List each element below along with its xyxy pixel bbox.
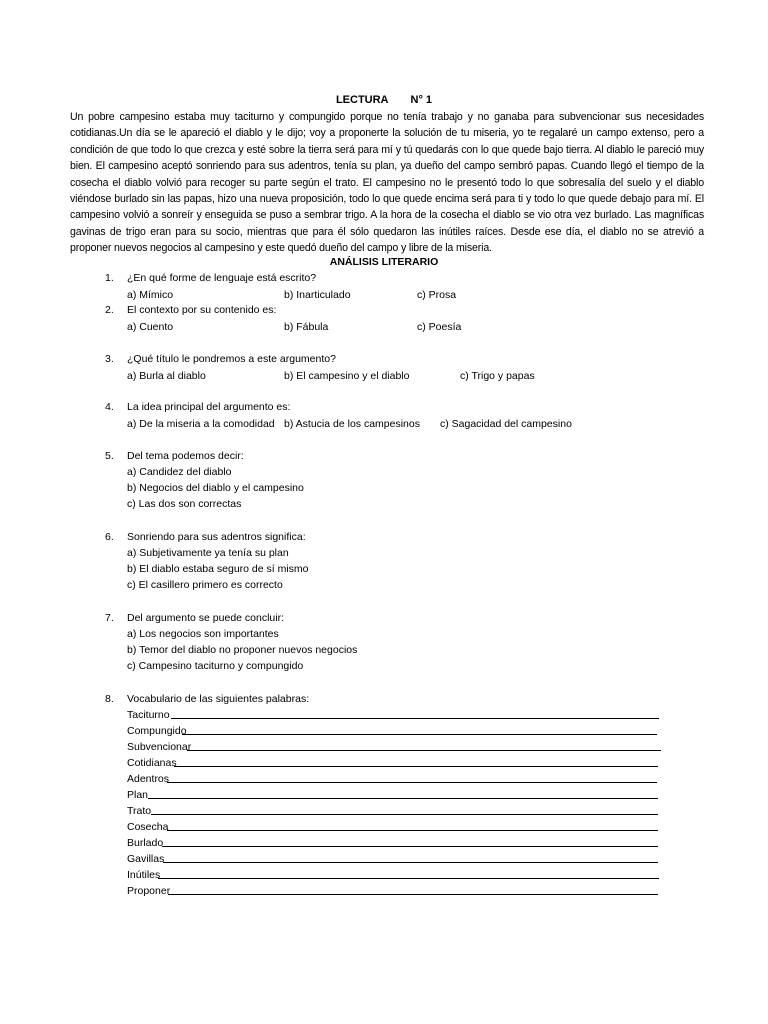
option-a: a) Candidez del diablo — [127, 466, 232, 478]
option-c: c) Trigo y papas — [460, 370, 535, 382]
vocab-word: Cotidianas — [127, 757, 177, 769]
option-a: a) De la miseria a la comodidad — [127, 418, 275, 430]
vocab-row — [127, 725, 667, 737]
vocab-row — [127, 805, 667, 817]
answer-line[interactable] — [167, 782, 657, 783]
option-b: b) Inarticulado — [284, 289, 351, 301]
option-a: a) Cuento — [127, 321, 174, 333]
vocab-row — [127, 837, 667, 849]
question-number: 5. — [105, 450, 114, 462]
question-number: 8. — [105, 693, 114, 705]
analysis-title: ANÁLISIS LITERARIO — [329, 256, 439, 268]
option-b: b) Temor del diablo no proponer nuevos negocios — [127, 644, 358, 656]
option-b: b) Negocios del diablo y el campesino — [127, 482, 304, 494]
vocab-word: Taciturno — [127, 709, 170, 721]
option-b: b) El campesino y el diablo — [284, 370, 410, 382]
vocab-row — [127, 821, 667, 833]
question-number: 7. — [105, 612, 114, 624]
reading-number: N° 1 — [410, 94, 433, 106]
option-c: c) Prosa — [417, 289, 457, 301]
answer-line[interactable] — [187, 750, 661, 751]
answer-line[interactable] — [171, 718, 659, 719]
option-b: b) El diablo estaba seguro de sí mismo — [127, 563, 309, 575]
answer-line[interactable] — [158, 878, 659, 879]
reading-title-label: LECTURA — [335, 94, 389, 106]
option-c: c) El casillero primero es correcto — [127, 579, 283, 591]
vocab-word: Adentros — [127, 773, 170, 785]
option-c: c) Poesía — [417, 321, 462, 333]
question-number: 4. — [105, 401, 114, 413]
vocab-word: Inútiles — [127, 869, 161, 881]
question-text: El contexto por su contenido es: — [127, 304, 277, 316]
question-text: Del argumento se puede concluir: — [127, 612, 285, 624]
vocab-word: Trato — [127, 805, 152, 817]
question-number: 6. — [105, 531, 114, 543]
vocab-word: Subvencionar — [127, 741, 192, 753]
vocab-word: Compungido — [127, 725, 187, 737]
option-a: a) Mímico — [127, 289, 174, 301]
vocab-row — [127, 741, 667, 753]
answer-line[interactable] — [148, 798, 658, 799]
vocab-row — [127, 789, 667, 801]
question-text: Del tema podemos decir: — [127, 450, 244, 462]
vocab-word: Cosecha — [127, 821, 169, 833]
option-c: c) Sagacidad del campesino — [440, 418, 572, 430]
question-text: La idea principal del argumento es: — [127, 401, 291, 413]
vocab-row — [127, 869, 667, 881]
vocab-row — [127, 853, 667, 865]
option-b: b) Fábula — [284, 321, 329, 333]
story-paragraph: Un pobre campesino estaba muy taciturno y compungido porque no tenía trabajo y no ganaba para subvencionar sus necesidades cotidianas.Un día se le apareció el diablo y le dijo; voy a proponerte la solución de tu miseria, yo te regalaré un campo extenso, pero a condición de que todo lo que crezca y esté sobre la tierra será para mí y tú quedarás con lo que quede bajo tierra. Al diablo le pareció muy bien. El campesino aceptó sonriendo para sus adentros, tenía su plan, ya dueño del campo sembró papas. Cuando llegó el tiempo de la cosecha el diablo volvió para recoger su parte según el trato. El campesino no le presentó todo lo que sobresalía del suelo y el diablo viéndose burlado sin las papas, hizo una nueva proposición, todo lo que quede encima será para ti y todo lo que quede debajo para mí. El campesino volvió a sonreír y enseguida se puso a sembrar trigo. A la hora de la cosecha el diablo se vio otra vez burlado. Las magníficas gavinas de trigo eran para su socio, mientras que para él sólo quedaron las inútiles raíces. Desde ese día, el diablo no se atrevió a proponer nuevos negocios al campesino y este quedó dueño del campo y libre de la miseria. — [70, 111, 704, 255]
answer-line[interactable] — [151, 814, 658, 815]
answer-line[interactable] — [167, 830, 658, 831]
answer-line[interactable] — [168, 894, 658, 895]
question-number: 3. — [105, 353, 114, 365]
vocab-word: Plan — [127, 789, 149, 801]
option-a: a) Subjetivamente ya tenía su plan — [127, 547, 289, 559]
answer-line[interactable] — [163, 862, 658, 863]
question-text: Sonriendo para sus adentros significa: — [127, 531, 306, 543]
answer-line[interactable] — [174, 766, 658, 767]
option-a: a) Burla al diablo — [127, 370, 206, 382]
vocab-row — [127, 885, 667, 897]
option-c: c) Las dos son correctas — [127, 498, 242, 510]
vocab-word: Gavillas — [127, 853, 165, 865]
reading-title — [0, 94, 768, 106]
question-text: Vocabulario de las siguientes palabras: — [127, 693, 310, 705]
answer-line[interactable] — [162, 846, 658, 847]
vocab-word: Burlado — [127, 837, 164, 849]
question-number: 2. — [105, 304, 114, 316]
vocab-word: Proponer — [127, 885, 171, 897]
answer-line[interactable] — [182, 734, 657, 735]
question-text: ¿Qué título le pondremos a este argumento? — [127, 353, 336, 365]
vocab-row — [127, 757, 667, 769]
question-number: 1. — [105, 272, 114, 284]
option-b: b) Astucia de los campesinos — [284, 418, 420, 430]
vocab-row — [127, 773, 667, 785]
option-c: c) Campesino taciturno y compungido — [127, 660, 304, 672]
question-text: ¿En qué forme de lenguaje está escrito? — [127, 272, 317, 284]
option-a: a) Los negocios son importantes — [127, 628, 279, 640]
vocab-row — [127, 709, 667, 721]
